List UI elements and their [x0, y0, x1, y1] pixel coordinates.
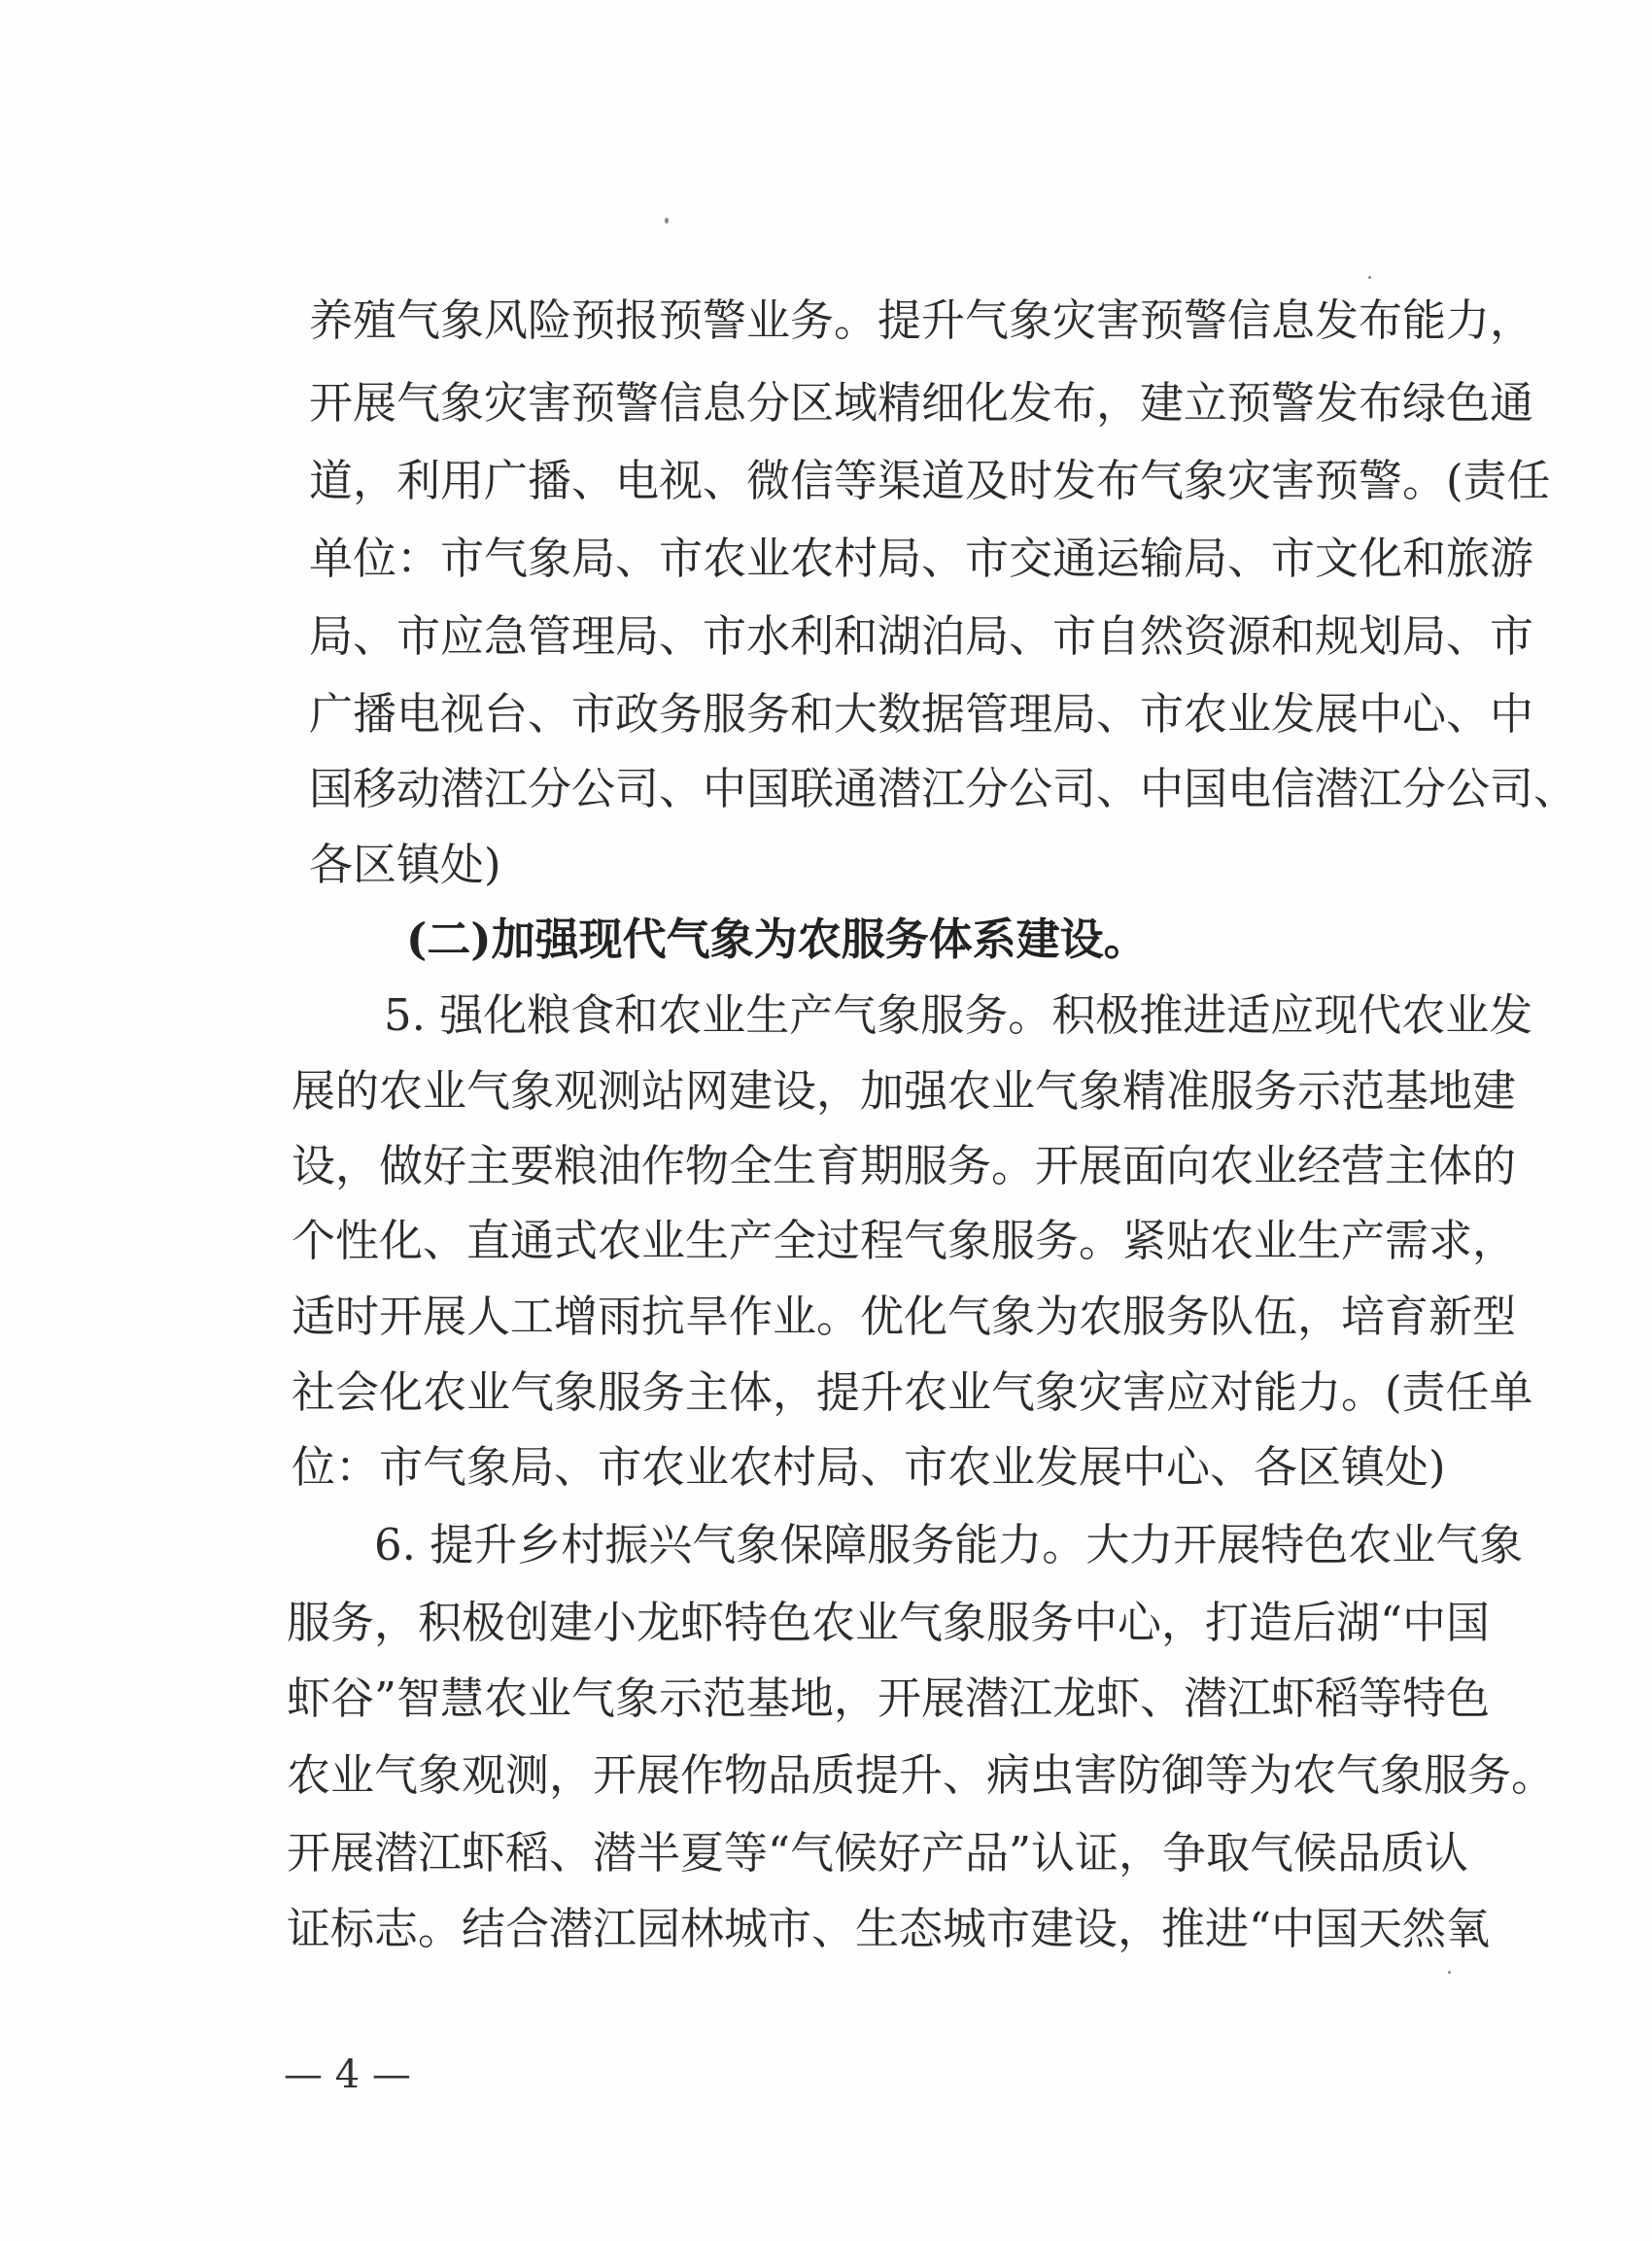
scan-speck	[1448, 1971, 1451, 1974]
text-line: 服务，积极创建小龙虾特色农业气象服务中心，打造后湖“中国	[287, 1597, 1491, 1648]
text-line: 单位：市气象局、市农业农村局、市交通运输局、市文化和旅游	[309, 533, 1534, 584]
text-line: 开展潜江虾稻、潜半夏等“气候好产品”认证，争取气候品质认	[287, 1827, 1469, 1879]
text-line: 各区镇处)	[309, 839, 501, 890]
text-line: 道，利用广播、电视、微信等渠道及时发布气象灾害预警。(责任	[309, 455, 1551, 506]
text-line: 局、市应急管理局、市水利和湖泊局、市自然资源和规划局、市	[309, 610, 1534, 662]
text-line: 虾谷”智慧农业气象示范基地，开展潜江龙虾、潜江虾稻等特色	[287, 1672, 1491, 1724]
text-line: 广播电视台、市政务服务和大数据管理局、市农业发展中心、中	[309, 688, 1534, 740]
text-line: 农业气象观测，开展作物品质提升、病虫害防御等为农气象服务。	[287, 1749, 1556, 1801]
text-line: 设，做好主要粮油作物全生育期服务。开展面向农业经营主体的	[292, 1140, 1517, 1191]
section-heading: (二)加强现代气象为农服务体系建设。	[406, 914, 1148, 965]
text-line: 国移动潜江分公司、中国联通潜江分公司、中国电信潜江分公司、	[309, 763, 1578, 814]
scan-speck	[1368, 276, 1371, 279]
text-line: 位：市气象局、市农业农村局、市农业发展中心、各区镇处)	[292, 1441, 1446, 1493]
text-line: 证标志。结合潜江园林城市、生态城市建设，推进“中国天然氧	[287, 1903, 1491, 1954]
scan-speck	[665, 218, 669, 224]
text-line: 个性化、直通式农业生产全过程气象服务。紧贴农业生产需求，	[292, 1215, 1517, 1266]
page-number: — 4 —	[284, 2052, 411, 2097]
text-line: 开展气象灾害预警信息分区域精细化发布，建立预警发布绿色通	[309, 377, 1534, 429]
text-line: 社会化农业气象服务主体，提升农业气象灾害应对能力。(责任单	[292, 1366, 1533, 1418]
text-line: 适时开展人工增雨抗旱作业。优化气象为农服务队伍，培育新型	[292, 1291, 1517, 1342]
text-line: 6. 提升乡村振兴气象保障服务能力。大力开展特色农业气象	[374, 1519, 1524, 1570]
text-line: 养殖气象风险预报预警业务。提升气象灾害预警信息发布能力，	[309, 294, 1534, 346]
text-line: 5. 强化粮食和农业生产气象服务。积极推进适应现代农业发	[384, 989, 1533, 1041]
text-line: 展的农业气象观测站网建设，加强农业气象精准服务示范基地建	[292, 1065, 1517, 1117]
